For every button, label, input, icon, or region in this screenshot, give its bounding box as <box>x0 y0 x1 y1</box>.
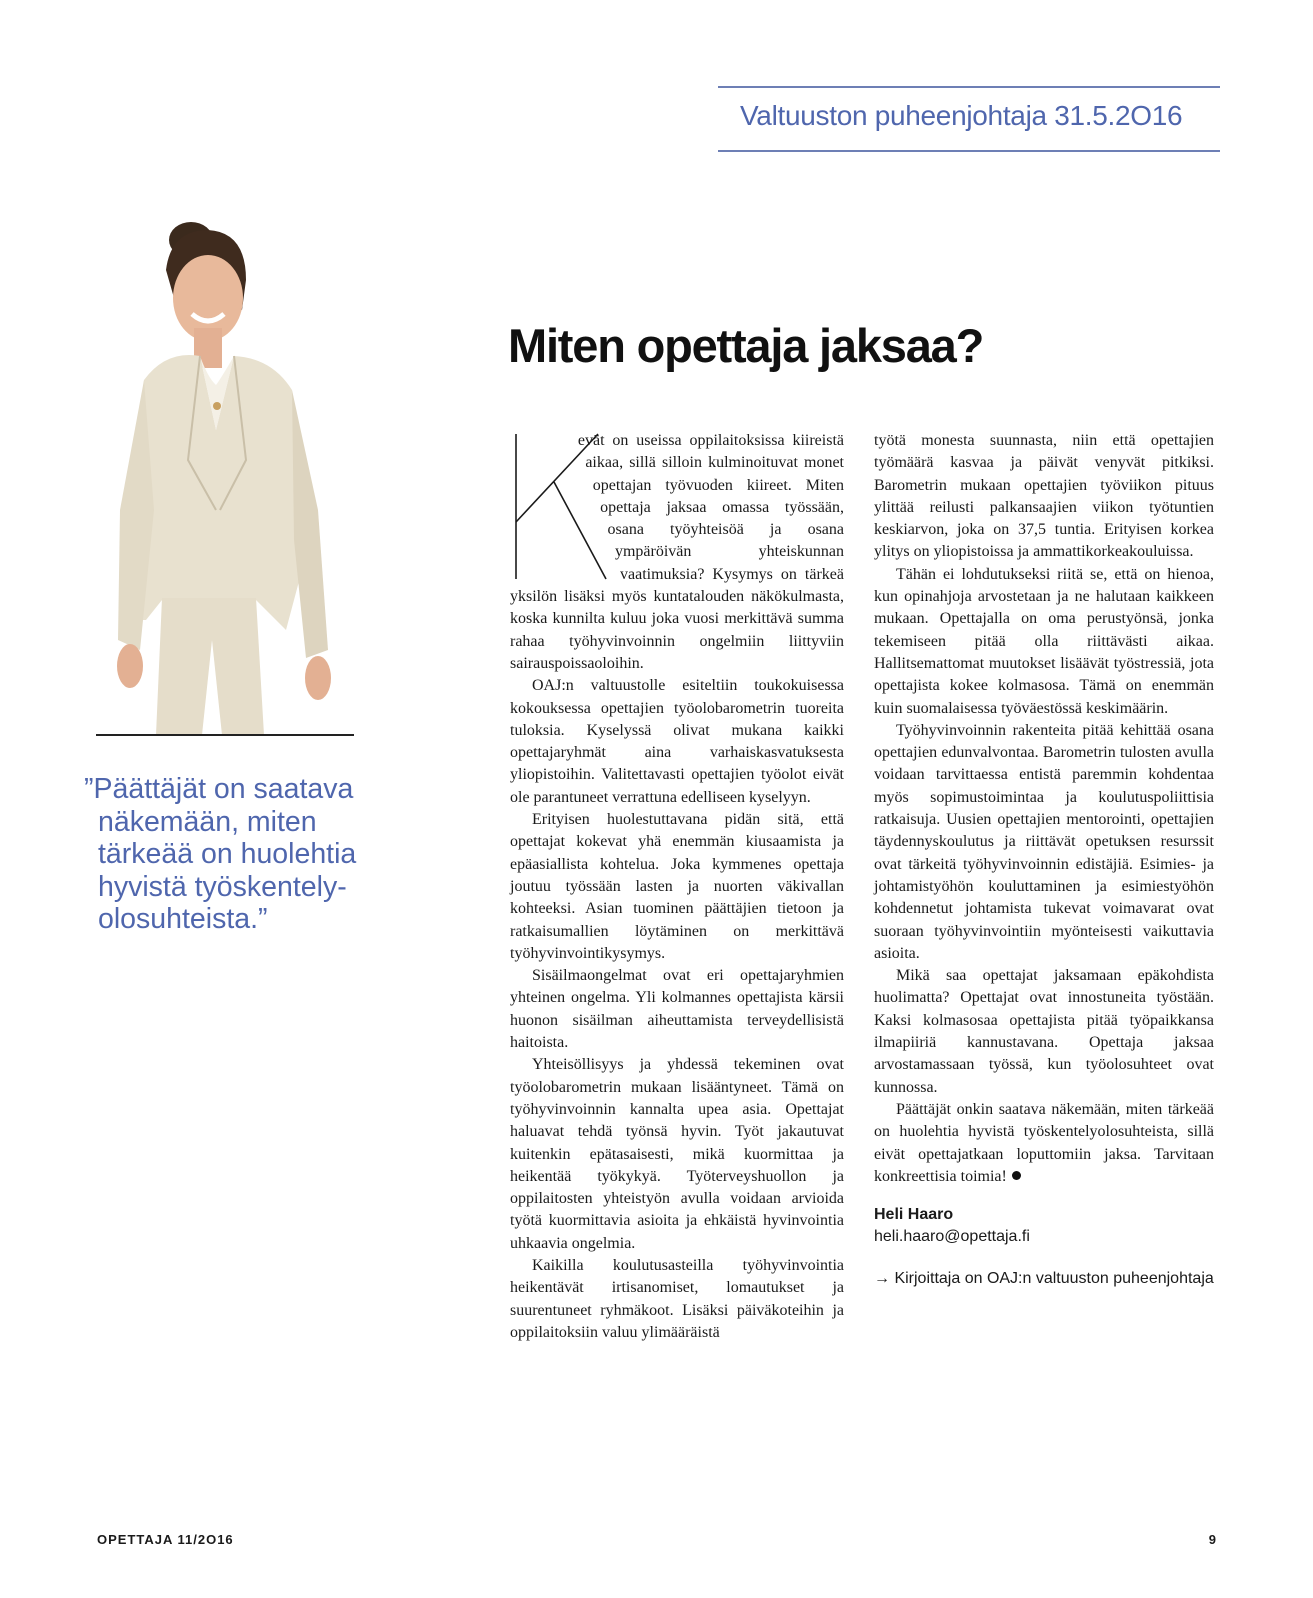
paragraph-3: Erityisen huolestuttavana pidän sitä, että opettajat kokevat yhä enemmän kiusaamista ja epäasiallista kohtelua. Joka kymmenes opettaja joutuu työssään lasten ja nuorten väkivallan kohteeksi. Asian tuominen päättäjien tietoon ja ratkaisumallien löytäminen on merkittävä työhyvinvointikysymys. <box>510 811 844 962</box>
svg-text:K: K <box>480 384 481 385</box>
header-top-rule <box>718 86 1220 88</box>
author-note: → Kirjoittaja on OAJ:n valtuuston puheenjohtaja <box>874 1270 1214 1288</box>
paragraph-10: Mikä saa opettajat jaksamaan epäkohdista huolimatta? Opettajat ovat innostuneita työstään. Kaksi kolmasosaa opettajista pitää työpaikkansa ilmapiiriä kannustavana. Opettaja jaksaa arvostamassaan työssä, kun työolosuhteet ovat kunnossa. <box>874 967 1214 1096</box>
author-portrait <box>96 210 352 735</box>
photo-rule <box>96 734 354 736</box>
paragraph-1: evät on useissa oppilaitoksissa kiireistä aikaa, sillä silloin kulminoituvat monet opettajan työvuoden kiireet. Miten opettaja jaksaa omassa työssään, osana työyhteisöä ja osana ympäröivän yhteiskunnan vaatimuksia? Kysymys on tärkeä yksilön lisäksi myös kuntatalouden näkökulmasta, koska kunnilta kuluu joka vuosi merkittävä summa rahaa työhyvinvoinnin ongelmiin liittyviin sairauspoissaoloihin. <box>510 432 844 672</box>
paragraph-11-text: Päättäjät onkin saatava näkemään, miten tärkeää on huolehtia hyvistä työskentelyolosuhteista, sillä eivät opettajatkaan loputtomiin jaksa. Tarvitaan konkreettisia toimia! <box>874 1100 1214 1185</box>
pull-quote-text: ”Päättäjät on saatava näkemään, miten tärkeää on huolehtia hyvistä työskentely-olosuhteista.” <box>84 773 357 935</box>
article-column-2 <box>874 430 1214 1290</box>
paragraph-8: Tähän ei lohdutukseksi riitä se, että on hienoa, kun opinahjoja arvostetaan ja ne halutaan kaikkeen mukaan. Opettajalla on oma perustyönsä, jonka tekemiseen pitää olla riittävästi aikaa. Hallitsemattomat muutokset lisäävät työstressiä, jota opettajista kokee kolmasosa. Tämä on enemmän kuin suomalaisessa työväestössä keskimäärin. <box>874 565 1214 717</box>
article-column-1 <box>480 384 844 1344</box>
paragraph-2: OAJ:n valtuustolle esiteltiin toukokuisessa kokouksessa opettajien työolobarometrin tuoreita tuloksia. Kyselyssä olivat mukana kaikki opettajaryhmät aina varhaiskasvatuksesta yliopistoihin. Valitettavasti opettajien työolot eivät ole parantuneet verrattuna edelliseen kyselyyn. <box>510 677 844 806</box>
paragraph-6: Kaikilla koulutusasteilla työhyvinvointia heikentävät irtisanomiset, lomautukset ja suurentuneet ryhmäkoot. Lisäksi päiväkoteihin ja oppilaitoksiin valuu ylimääräistä <box>510 1256 844 1341</box>
paragraph-7: työtä monesta suunnasta, niin että opettajien työmäärä kasvaa ja päivät venyvät pitkiksi. Barometrin mukaan opettajien työviikon pituus ylittää reilusti palkansaajien viikon työtuntien keskiarvon, joka on 37,5 tuntia. Erityisen korkea ylitys on yliopistoissa ja ammattikorkeakouluissa. <box>874 432 1214 561</box>
author-block <box>874 1204 1214 1290</box>
paragraph-9: Työhyvinvoinnin rakenteita pitää kehittää osana opettajien edunvalvontaa. Barometrin tulosten avulla voidaan tarvittaessa entistä paremmin kohdentaa myös sopimustoimintaa ja koulutuspoliittisia ratkaisuja. Uusien opettajien mentorointi, opettajien täydennyskoulutus ja riittävät opetuksen resurssit ovat tärkeitä työhyvinvoinnin edistäjiä. Esimies- ja johtamistyöhön kouluttaminen ja esimiestyöhön kohdennetut johtamista tukevat voimavarat ovat suoraan työhyvinvointiin myönteisesti vaikuttavia asioita. <box>874 721 1214 962</box>
author-name: Heli Haaro <box>874 1206 954 1224</box>
header-bottom-rule <box>718 150 1220 152</box>
section-label: Valtuuston puheenjohtaja 31.5.2O16 <box>740 100 1183 131</box>
article-title: Miten opettaja jaksaa? <box>508 319 984 372</box>
end-mark-icon <box>1012 1171 1021 1180</box>
paragraph-5: Yhteisöllisyys ja yhdessä tekeminen ovat työolobarometrin mukaan lisääntyneet. Tämä on työhyvinvoinnin kannalta upea asia. Opettajat haluavat tehdä työnsä hyvin. Työt jakautuvat kuitenkin epätasaisesti, mikä kuormittaa ja heikentää työkykyä. Työterveyshuollon ja oppilaitosten yhteistyön avulla voidaan arvioida työtä kuormittavia asioita ja ehkäistä hyvinvointia uhkaavia ongelmia. <box>510 1056 844 1252</box>
footer-page-number: 9 <box>1208 1532 1216 1547</box>
footer-magazine: OPETTAJA 11/2O16 <box>97 1532 234 1547</box>
author-email[interactable]: heli.haaro@opettaja.fi <box>874 1228 1030 1246</box>
pull-quote <box>84 773 414 936</box>
paragraph-11 <box>874 1099 1214 1188</box>
paragraph-4: Sisäilmaongelmat ovat eri opettajaryhmien yhteinen ongelma. Yli kolmannes opettajista kärsii huonon sisäilman aiheuttamista terveydellisistä haitoista. <box>510 967 844 1052</box>
